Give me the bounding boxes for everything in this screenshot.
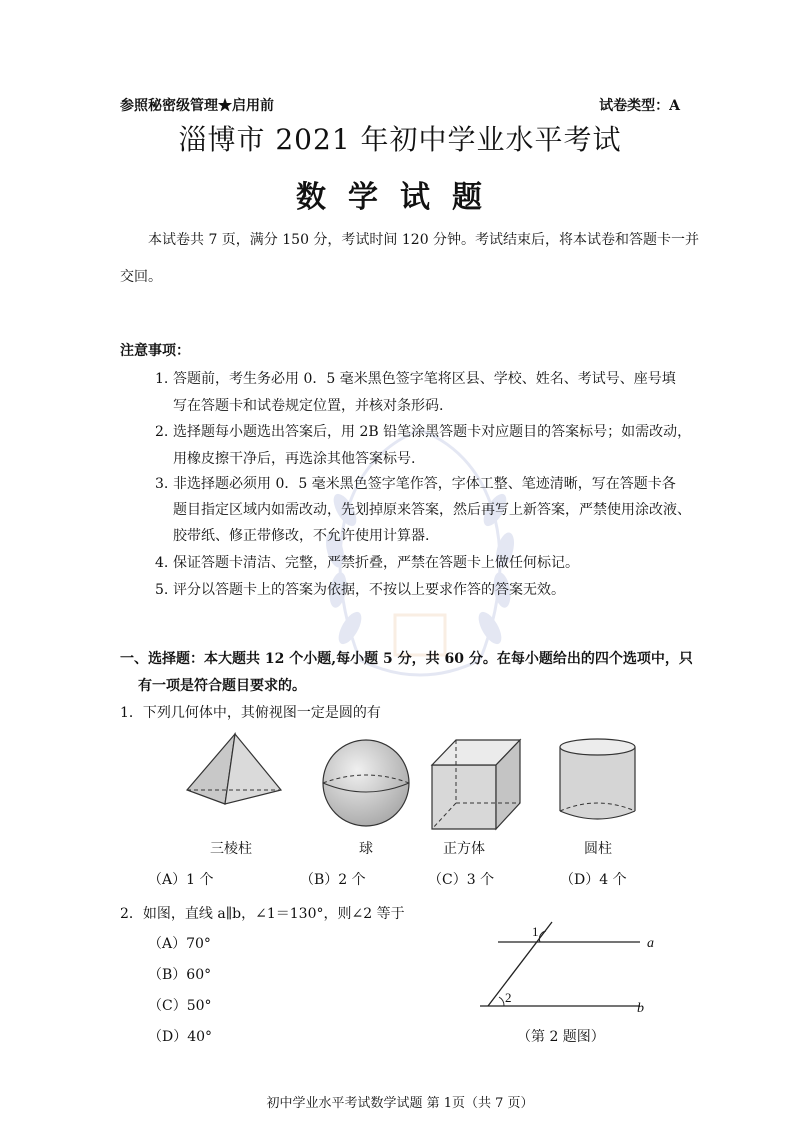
option-c: （C）50° [148,998,212,1014]
figure-caption: （第 2 题图） [517,1029,605,1045]
note-text: 选择题每小题选出答案后，用 2B 铅笔涂黑答题卡对应题目的答案标号；如需改动， [173,424,692,440]
exam-title: 淄博市 2021 年初中学业水平考试 [178,123,622,156]
option-b: （B）60° [148,967,212,983]
angle-2-label: 2 [505,990,512,1005]
option-d: （D）40° [148,1029,213,1045]
option-c: （C）3 个 [428,872,495,888]
confidentiality-label: 参照秘密级管理★启用前 [120,98,274,114]
note-text: 答题前，考生务必用 0．5 毫米黑色签字笔将区县、学校、姓名、考试号、座号填 [173,371,676,387]
note-text: 评分以答题卡上的答案为依据，不按以上要求作答的答案无效。 [173,582,565,598]
pyramid-icon [185,732,285,807]
notes-heading: 注意事项： [120,343,190,359]
note-item-1-cont: 写在答题卡和试卷规定位置，并核对条形码. [173,398,444,414]
note-item-1 [155,368,676,388]
note-text: 保证答题卡清洁、完整，严禁折叠，严禁在答题卡上做任何标记。 [173,555,579,571]
shape-label: 圆柱 [584,841,612,857]
note-text: 非选择题必须用 0．5 毫米黑色签字笔作答，字体工整、笔迹清晰，写在答题卡各 [173,476,676,492]
section-heading-cont: 有一项是符合题目要求的。 [138,678,306,694]
line-a-label: a [647,936,654,951]
shape-label: 三棱柱 [210,841,252,857]
shape-label: 正方体 [443,841,485,857]
note-number: 4. [155,555,169,571]
note-item-3-cont: 题目指定区域内如需改动，先划掉原来答案，然后再写上新答案，严禁使用涂改液、 [173,502,691,518]
note-item-2-cont: 用橡皮擦干净后，再选涂其他答案标号. [173,451,416,467]
page-footer: 初中学业水平考试数学试题 第 1页（共 7 页） [266,1096,534,1111]
note-number: 3. [155,476,169,492]
paper-type-label: 试卷类型：A [599,98,680,114]
intro-text-line1: 本试卷共 7 页，满分 150 分，考试时间 120 分钟。考试结束后，将本试卷和答题卡一并 [148,232,700,248]
note-item-5 [155,579,565,599]
cube-icon [428,737,523,832]
shape-label: 球 [359,841,373,857]
parallel-lines-figure [480,918,660,1018]
option-b: （B）2 个 [300,872,366,888]
intro-text-line2: 交回。 [120,269,162,285]
note-number: 2. [155,424,169,440]
sphere-icon [320,737,412,829]
line-b-label: b [637,1001,644,1016]
option-a: （A）70° [148,936,211,952]
exam-subtitle: 数学试题 [296,180,504,215]
note-item-3 [155,473,676,493]
question-2-stem: 2．如图，直线 a∥b，∠1＝130°，则∠2 等于 [120,906,405,922]
note-item-4 [155,552,579,572]
section-heading: 一、选择题：本大题共 12 个小题,每小题 5 分，共 60 分。在每小题给出的四个选项中，只 [120,651,693,667]
angle-1-label: 1 [532,924,539,939]
option-a: （A）1 个 [148,872,214,888]
option-d: （D）4 个 [560,872,627,888]
note-number: 5. [155,582,169,598]
cylinder-icon [555,737,640,822]
question-1-stem: 1．下列几何体中，其俯视图一定是圆的有 [120,705,381,721]
note-item-2 [155,421,691,441]
note-item-3-cont2: 胶带纸、修正带修改，不允许使用计算器. [173,528,430,544]
note-number: 1. [155,371,169,387]
